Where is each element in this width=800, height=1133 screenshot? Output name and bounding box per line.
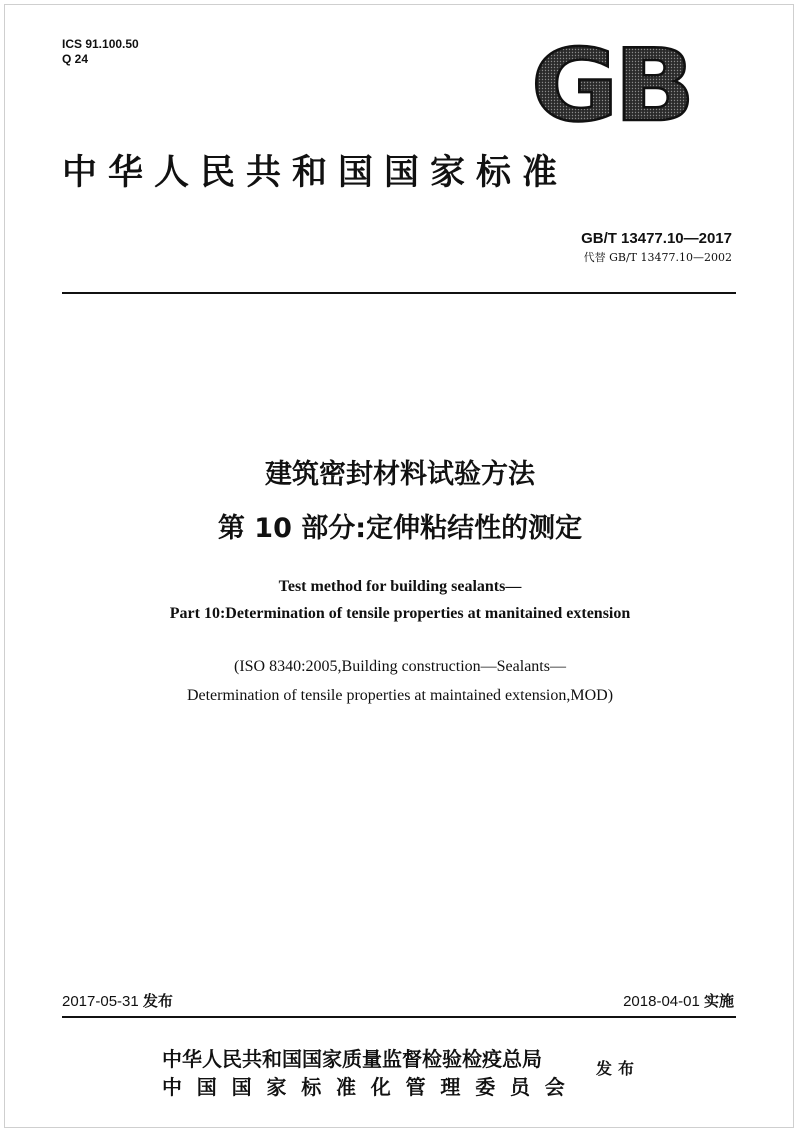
issue-date: 2017-05-31 bbox=[62, 993, 139, 1010]
implement-date: 2018-04-01 bbox=[623, 993, 700, 1010]
standard-type-heading: 中华人民共和国国家标准 bbox=[62, 153, 569, 193]
classification-codes bbox=[62, 37, 139, 67]
iso-reference-line1: (ISO 8340:2005,Building construction—Sealants— bbox=[234, 658, 566, 675]
iso-reference-line2: Determination of tensile properties at maintained extension,MOD) bbox=[186, 687, 614, 704]
issue-label: 发布 bbox=[142, 992, 173, 1010]
standard-number: GB/T 13477.10—2017 bbox=[581, 230, 732, 247]
en-title-line1: Test method for building sealants— bbox=[278, 578, 522, 595]
issuer-line1: 中华人民共和国国家质量监督检验检疫总局 bbox=[162, 1047, 542, 1071]
top-divider bbox=[62, 292, 736, 294]
replaces-standard: 代替 GB/T 13477.10—2002 bbox=[583, 251, 732, 264]
en-title-line2: Part 10:Determination of tensile properties at manitained extension bbox=[169, 605, 631, 622]
ccs-code: Q 24 bbox=[62, 52, 89, 66]
implement-date-block bbox=[623, 990, 734, 1011]
gb-logo-icon bbox=[526, 42, 696, 132]
ics-code: ICS 91.100.50 bbox=[62, 37, 139, 51]
publish-label: 发布 bbox=[596, 1059, 641, 1078]
issuer-line2: 中国国家标准化管理委员会 bbox=[162, 1075, 580, 1099]
implement-label: 实施 bbox=[703, 992, 734, 1010]
issue-date-block bbox=[62, 990, 173, 1011]
cn-title-line1: 建筑密封材料试验方法 bbox=[265, 459, 535, 490]
cn-title-line2: 第 10 部分:定伸粘结性的测定 bbox=[217, 513, 583, 544]
bottom-divider bbox=[62, 1016, 736, 1018]
gb-logo-text: GB bbox=[531, 42, 691, 132]
